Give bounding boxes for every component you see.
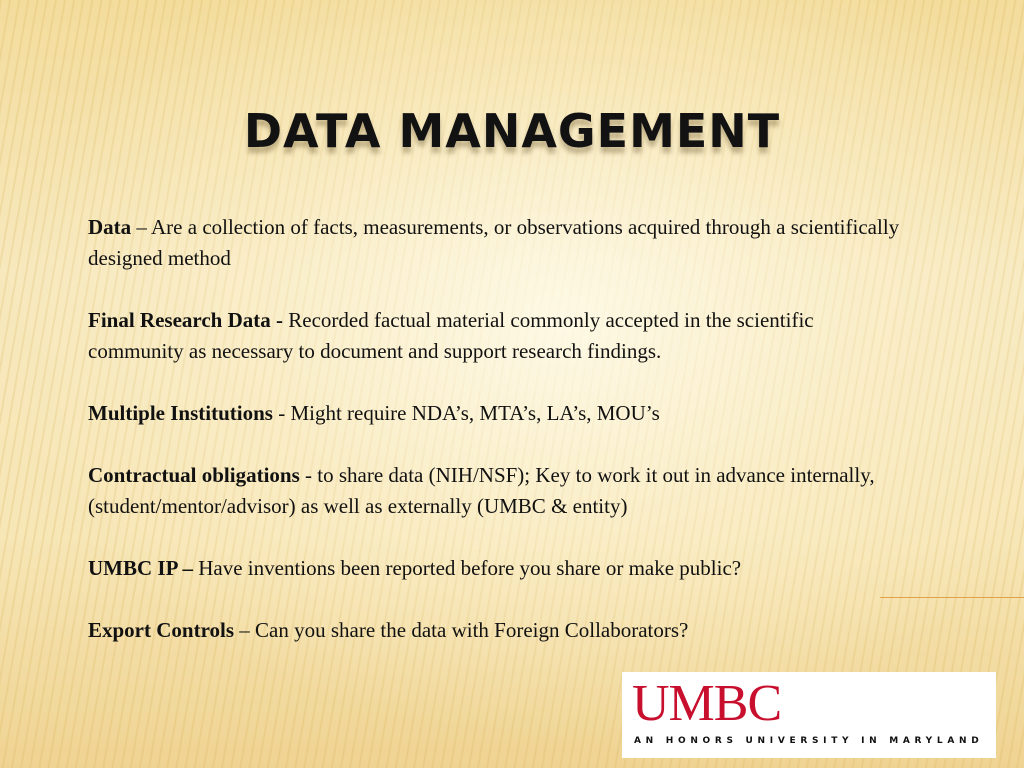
definition-text: Recorded factual material commonly accepted in the scientific community as necessary to document and support research findings. [88, 308, 814, 363]
paragraph-umbc-ip [88, 553, 908, 584]
term-label: Multiple Institutions [88, 401, 273, 425]
slide-body [88, 212, 908, 677]
term-label: Contractual obligations [88, 463, 300, 487]
term-label: UMBC IP – [88, 556, 193, 580]
term-label: Final Research Data - [88, 308, 283, 332]
definition-text: - Might require NDA’s, MTA’s, LA’s, MOU’s [272, 401, 660, 425]
definition-text: – Are a collection of facts, measurements, or observations acquired through a scientifically designed method [88, 215, 900, 270]
logo-tagline: AN HONORS UNIVERSITY IN MARYLAND [634, 736, 984, 746]
paragraph-multiple-institutions [88, 398, 908, 429]
paragraph-export-controls [88, 615, 908, 646]
paragraph-final-research-data [88, 305, 908, 367]
umbc-logo [622, 672, 996, 758]
paragraph-contractual-obligations [88, 460, 908, 522]
paragraph-data [88, 212, 908, 274]
logo-wordmark: UMBC [632, 675, 782, 732]
term-label: Data [88, 215, 132, 239]
definition-text: - to share data (NIH/NSF); Key to work it out in advance internally, (student/mentor/advisor) as well as externally (UMBC & entity) [88, 463, 875, 518]
term-label: Export Controls [88, 618, 235, 642]
definition-text: Have inventions been reported before you share or make public? [193, 556, 742, 580]
definition-text: – Can you share the data with Foreign Collaborators? [234, 618, 689, 642]
slide-title: DATA MANAGEMENT [243, 104, 781, 158]
